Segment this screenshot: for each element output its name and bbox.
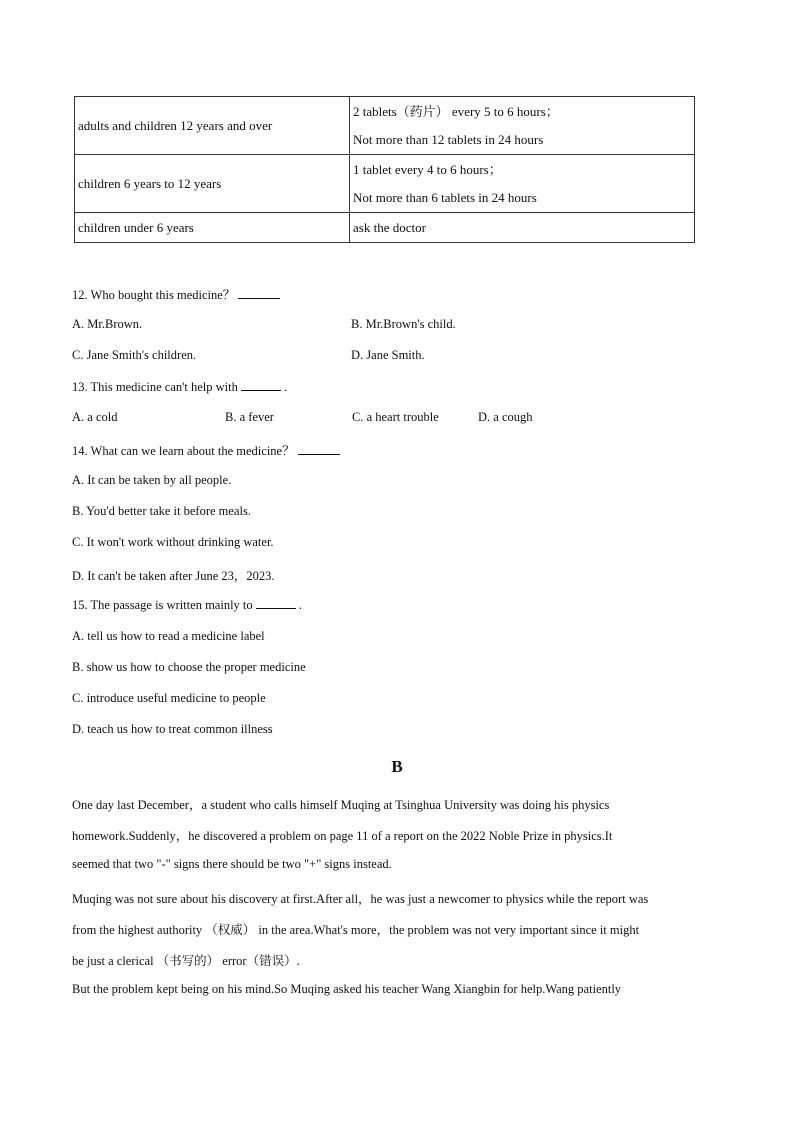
question-stem: 14. What can we learn about the medicine？ (72, 444, 295, 458)
question-stem: 15. The passage is written mainly to (72, 598, 253, 612)
option-a[interactable]: A. It can be taken by all people. (72, 473, 232, 487)
option-b[interactable]: B. Mr.Brown's child. (351, 317, 456, 331)
option-a[interactable]: A. tell us how to read a medicine label (72, 629, 265, 643)
passage-line: Muqing was not sure about his discovery at first.After all，he was just a newcomer to physics while the report was (72, 892, 649, 906)
option-c[interactable]: C. a heart trouble (352, 410, 439, 424)
option-b[interactable]: B. show us how to choose the proper medicine (72, 660, 306, 674)
passage-line: One day last December，a student who calls himself Muqing at Tsinghua University was doing his physics (72, 798, 610, 812)
table-cell-age: children 6 years to 12 years (75, 155, 350, 213)
question-14 (72, 441, 340, 459)
table-cell-dose: ask the doctor (350, 213, 695, 243)
option-c[interactable]: C. Jane Smith's children. (72, 348, 197, 362)
question-stem: 12. Who bought this medicine？ (72, 288, 236, 302)
question-13 (72, 379, 287, 395)
table-row (75, 97, 695, 155)
table-cell-age: adults and children 12 years and over (75, 97, 350, 155)
dose-line: Not more than 12 tablets in 24 hours (353, 131, 544, 147)
table-row (75, 155, 695, 213)
passage-line: from the highest authority （权威） in the area.What's more，the problem was not very important since it might (72, 923, 640, 937)
passage-line: But the problem kept being on his mind.So Muqing asked his teacher Wang Xiangbin for help.Wang patiently (72, 982, 622, 996)
option-a[interactable]: A. Mr.Brown. (72, 317, 143, 331)
option-b[interactable]: B. a fever (225, 410, 274, 424)
question-tail: . (284, 380, 288, 394)
answer-blank[interactable] (238, 287, 280, 299)
option-c[interactable]: C. introduce useful medicine to people (72, 691, 266, 705)
table-row (75, 213, 695, 243)
option-d[interactable]: D. Jane Smith. (351, 348, 425, 362)
answer-blank[interactable] (256, 597, 296, 609)
table-cell-age: children under 6 years (75, 213, 350, 243)
question-tail: . (298, 598, 303, 612)
dose-line: 1 tablet every 4 to 6 hours； (353, 161, 502, 177)
section-heading: B (391, 757, 403, 776)
option-a[interactable]: A. a cold (72, 410, 118, 424)
passage-line: homework.Suddenly，he discovered a problem on page 11 of a report on the 2022 Noble Prize in physics.It (72, 829, 613, 843)
table-cell-dose (350, 155, 695, 213)
question-12 (72, 285, 280, 303)
passage-line: seemed that two "-" signs there should be two "+" signs instead. (72, 857, 392, 871)
option-d[interactable]: D. It can't be taken after June 23，2023. (72, 569, 275, 583)
dose-line: 2 tablets（药片） every 5 to 6 hours； (353, 103, 559, 119)
answer-blank[interactable] (241, 379, 281, 391)
passage-line: be just a clerical （书写的） error（错误）. (72, 954, 300, 968)
option-d[interactable]: D. teach us how to treat common illness (72, 722, 273, 736)
option-d[interactable]: D. a cough (478, 410, 533, 424)
question-stem: 13. This medicine can't help with (72, 380, 238, 394)
answer-blank[interactable] (298, 443, 340, 455)
question-15 (72, 597, 302, 613)
table-cell-dose (350, 97, 695, 155)
option-b[interactable]: B. You'd better take it before meals. (72, 504, 251, 518)
dosage-table (74, 96, 695, 243)
dose-line: Not more than 6 tablets in 24 hours (353, 189, 537, 205)
option-c[interactable]: C. It won't work without drinking water. (72, 535, 274, 549)
